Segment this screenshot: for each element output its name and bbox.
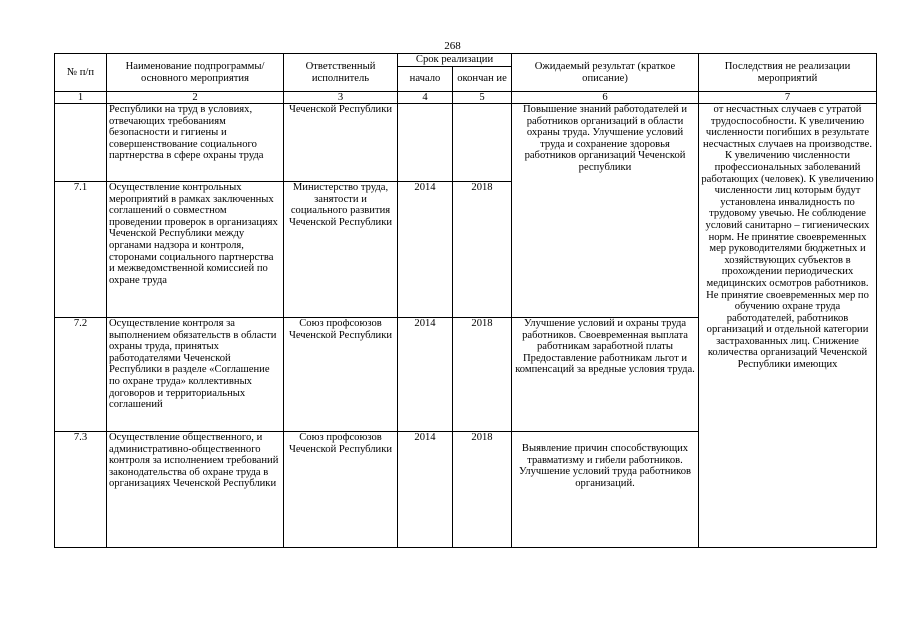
header-result: Ожидаемый результат (краткое описание): [512, 54, 699, 92]
row-num: 7.1: [55, 182, 107, 318]
row-end: 2018: [453, 432, 512, 548]
row-result: Выявление причин способствующих травматизму и гибели работников. Улучшение условий труда работников организаций.: [512, 432, 699, 548]
row-responsible: Министерство труда, занятости и социального развития Чеченской Республики: [284, 182, 398, 318]
column-number: 4: [398, 92, 453, 104]
row-start: 2014: [398, 318, 453, 432]
row-name: Осуществление контрольных мероприятий в рамках заключенных соглашений о совместном проведении проверок в организациях Чеченской Республики между органами надзора и контроля, сторонами социального партнерства и межведомственной комиссией по охране труда: [107, 182, 284, 318]
row-responsible: Союз профсоюзов Чеченской Республики: [284, 432, 398, 548]
row-num: [55, 104, 107, 182]
header-start: начало: [398, 67, 453, 92]
row-num: 7.3: [55, 432, 107, 548]
row-responsible: Чеченской Республики: [284, 104, 398, 182]
row-num: 7.2: [55, 318, 107, 432]
header-responsible: Ответственный исполнитель: [284, 54, 398, 92]
column-number: 3: [284, 92, 398, 104]
row-end: 2018: [453, 318, 512, 432]
merged-result-top: Повышение знаний работодателей и работников организаций в области охраны труда. Улучшение условий труда и сохранение здоровья работников организаций Чеченской республики: [512, 104, 699, 318]
row-end: [453, 104, 512, 182]
row-start: [398, 104, 453, 182]
page-number: 268: [444, 40, 461, 52]
row-start: 2014: [398, 182, 453, 318]
column-number: 5: [453, 92, 512, 104]
column-number: 2: [107, 92, 284, 104]
row-name: Осуществление общественного, и административно-общественного контроля за исполнением требований законодательства об охране труда в организациях Чеченской Республики: [107, 432, 284, 548]
program-table: [54, 53, 877, 548]
header-row: [55, 54, 877, 67]
column-number-row: [55, 92, 877, 104]
header-period: Срок реализации: [398, 54, 512, 67]
column-number: 1: [55, 92, 107, 104]
header-consequences: Последствия не реализации мероприятий: [699, 54, 877, 92]
column-number: 7: [699, 92, 877, 104]
header-num: № п/п: [55, 54, 107, 92]
row-name: Республики на труд в условиях, отвечающих требованиям безопасности и гигиены и совершенствование социального партнерства в сфере охраны труда: [107, 104, 284, 182]
row-responsible: Союз профсоюзов Чеченской Республики: [284, 318, 398, 432]
header-end: окончан ие: [453, 67, 512, 92]
row-result: Улучшение условий и охраны труда работников. Своевременная выплата работникам заработной платы Предоставление работникам льгот и компенсаций за вредные условия труда.: [512, 318, 699, 432]
row-end: 2018: [453, 182, 512, 318]
table-row: [55, 104, 877, 182]
row-name: Осуществление контроля за выполнением обязательств в области охраны труда, принятых работодателями Чеченской Республики в разделе «Соглашение по охране труда» коллективных договоров и территориальных соглашений: [107, 318, 284, 432]
merged-consequences: от несчастных случаев с утратой трудоспособности. К увеличению численности погибших в результате несчастных случаев на производстве. К увеличению численности профессиональных заболеваний работающих (человек). К увеличению численности лиц которым будут установлена инвалидность по трудовому увечью. Не соблюдение условий санитарно – гигиенических норм. Не принятие своевременных мер руководителями бюджетных и хозяйствующих субъектов в прохождении периодических медицинских осмотров работников. Не принятие своевременных мер по обучению охране труда работодателей, работников организаций и отдельной категории застрахованных лиц. Снижение количества организаций Чеченской Республики имеющих: [699, 104, 877, 548]
header-name: Наименование подпрограммы/ основного мероприятия: [107, 54, 284, 92]
row-start: 2014: [398, 432, 453, 548]
column-number: 6: [512, 92, 699, 104]
